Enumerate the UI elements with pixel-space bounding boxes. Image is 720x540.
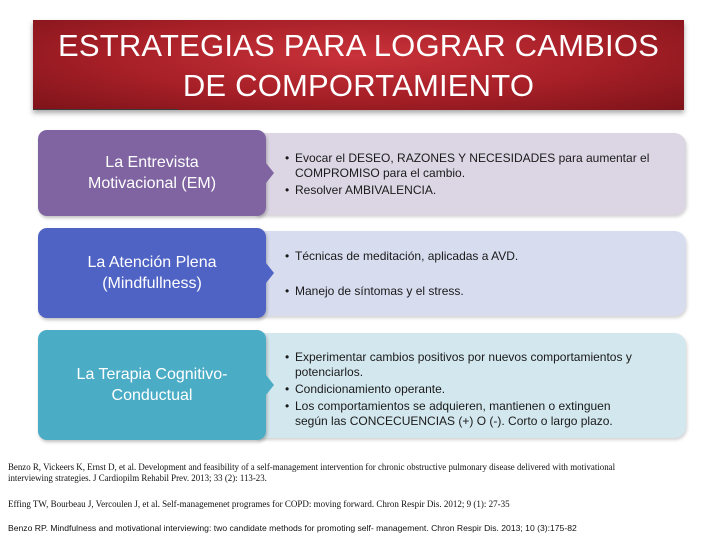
title-line-2: DE COMPORTAMIENTO	[182, 68, 535, 103]
row-2-arrow	[266, 263, 274, 283]
row-3-label-line-1: La Terapia Cognitivo-	[76, 366, 228, 383]
row-2-bullets	[285, 249, 680, 299]
list-item: • Técnicas de meditación, aplicadas a AVD.	[285, 249, 680, 264]
reference-2: Effing TW, Bourbeau J, Vercoulen J, et al. Self-managemenet programes for COPD: moving forward. Chron Respir Dis. 2012; 9 (1): 27-35	[8, 499, 510, 509]
row-1-label-box	[38, 130, 266, 216]
row-3-label-line-2: Conductual	[111, 387, 193, 404]
row-3-arrow	[266, 375, 274, 395]
list-item: • Los comportamientos se adquieren, mantienen o extinguen según las CONCECUENCIAS (+) O (-). Corto o largo plazo.	[285, 399, 683, 429]
row-3-label-box	[38, 330, 266, 440]
title-underline	[33, 109, 178, 110]
row-3-bullets	[285, 350, 683, 429]
row-2-label-line-1: La Atención Plena	[87, 254, 217, 271]
row-2-label-box	[38, 228, 266, 318]
title-line-1: ESTRATEGIAS PARA LOGRAR CAMBIOS	[57, 28, 660, 63]
row-1-bullets	[285, 151, 680, 198]
page-title	[33, 26, 684, 106]
list-item: • Evocar el DESEO, RAZONES Y NECESIDADES para aumentar el COMPROMISO para el cambio.	[285, 151, 680, 181]
row-1-label-line-1: La Entrevista	[105, 154, 199, 171]
row-1-label-line-2: Motivacional (EM)	[87, 175, 217, 192]
row-1-arrow	[266, 163, 274, 183]
reference-3: Benzo RP. Mindfulness and motivational interviewing: two candidate methods for promoting self- management. Chron Respir Dis. 2013; 10 (3):175-82	[8, 523, 577, 533]
row-2-label-line-2: (Mindfullness)	[102, 275, 202, 292]
list-item: • Manejo de síntomas y el stress.	[285, 284, 680, 299]
list-item: • Condicionamiento operante.	[285, 382, 683, 397]
list-item: • Resolver AMBIVALENCIA.	[285, 183, 680, 198]
list-item: • Experimentar cambios positivos por nuevos comportamientos y potenciarlos.	[285, 350, 683, 380]
reference-1: Benzo R, Vickeers K, Ernst D, et al. Development and feasibility of a self-management intervention for chronic obstructive pulmonary disease delivered with motivational interviewing strategies. J Cardiopilm Rehabil Prev. 2013; 33 (2): 113-23.	[8, 462, 616, 483]
